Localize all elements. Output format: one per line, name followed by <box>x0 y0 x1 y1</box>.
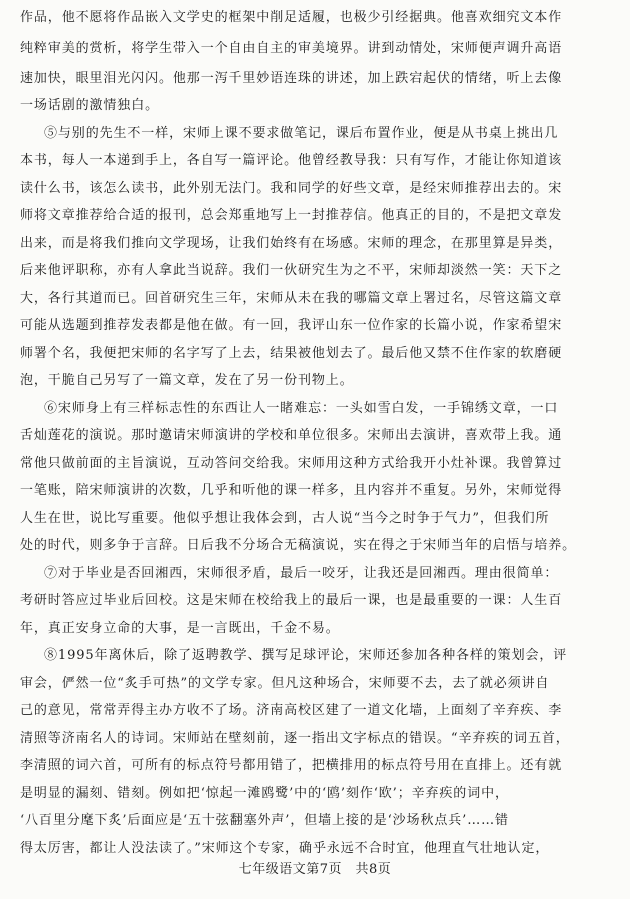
text-line: 常他只做前面的主旨演说，互动答问交给我。宋师用这种方式给我开小灶补课。我曾算过 <box>20 456 563 471</box>
text-line: 人生在世，说比写重要。他似乎想让我体会到，古人说“当今之时争于气力”，但我们所 <box>20 511 550 526</box>
text-line: 是明显的漏刻、错刻。例如把‘惊起一滩鸥鹭’中的‘鸥’刻作‘欧’；辛弃疾的词中， <box>20 786 509 801</box>
text-line: 大，各行其道而已。回首研究生三年，宋师从未在我的哪篇文章上署过名，尽管这篇文章 <box>20 291 563 306</box>
text-line: 处的时代，则多争于言辞。日后我不分场合无稿演说，实在得之于宋师当年的启悟与培养。 <box>20 538 577 553</box>
paragraph-5-first-line: ⑤与别的先生不一样，宋师上课不要求做笔记，课后布置作业，便是从书桌上挑出几 <box>44 126 559 141</box>
text-line: 泡，干脆自己另写了一篇文章，发在了另一份刊物上。 <box>20 373 354 388</box>
text-line: 己的意见，常常弄得主办方收不了场。济南高校区建了一道文化墙，上面刻了辛弃疾、李 <box>20 703 563 718</box>
text-line: 一笔账，陪宋师演讲的次数，几乎和听他的课一样多，且内容并不重复。另外，宋师觉得 <box>20 483 563 498</box>
text-line: 李清照的词六首，可所有的标点符号都用错了，把横排用的标点符号用在直排上。还有就 <box>20 758 563 773</box>
text-line: 作品，他不愿将作品嵌入文学史的框架中削足适履，也极少引经据典。他喜欢细究文本作 <box>20 10 563 25</box>
text-line: 师将文章推荐给合适的报刊，总会郑重地写上一封推荐信。他真正的目的，不是把文章发 <box>20 208 563 223</box>
text-line: 纯粹审美的赏析，将学生带入一个自由自主的审美境界。讲到动情处，宋师便声调升高语 <box>20 41 563 56</box>
text-line: 年，真正安身立命的大事，是一言既出，千金不易。 <box>20 621 340 636</box>
text-line: ‘八百里分麾下炙’后面应是‘五十弦翻塞外声’，但墙上接的是‘沙场秋点兵’……错 <box>20 813 509 828</box>
paragraph-7-first-line: ⑦对于毕业是否回湘西，宋师很矛盾，最后一咬牙，让我还是回湘西。理由很简单： <box>44 566 559 581</box>
text-line: 读什么书，该怎么读书，此外别无法门。我和同学的好些文章，是经宋师推荐出去的。宋 <box>20 181 563 196</box>
text-line: 出来，而是将我们推向文学现场，让我们始终有在场感。宋师的理念，在那里算是异类， <box>20 236 563 251</box>
text-line: 得太厉害，都让人没法读了。”宋师这个专家，确乎永远不合时宜，他理直气壮地认定， <box>20 841 550 856</box>
page-footer: 七年级语文第7页 共8页 <box>238 862 392 877</box>
text-line: 考研时答应过毕业后回校。这是宋师在校给我上的最后一课，也是最重要的一课：人生百 <box>20 593 563 608</box>
text-line: 舌灿莲花的演说。那时邀请宋师演讲的学校和单位很多。宋师出去演讲，喜欢带上我。通 <box>20 428 563 443</box>
text-line: 一场话剧的激情独白。 <box>20 98 160 113</box>
text-line: 速加快，眼里泪光闪闪。他那一泻千里妙语连珠的讲述，加上跌宕起伏的情绪，听上去像 <box>20 71 563 86</box>
text-line: 可能从选题到推荐发表都是他在做。有一回，我评山东一位作家的长篇小说，作家希望宋 <box>20 318 563 333</box>
text-line: 审会，俨然一位“炙手可热”的文学专家。但凡这种场合，宋师要不去，去了就必须讲自 <box>20 676 550 691</box>
text-line: 清照等济南名人的诗词。宋师站在壁刻前，逐一指出文字标点的错误。“辛弃疾的词五首， <box>20 731 570 746</box>
text-line: 后来他评职称，亦有人拿此当说辞。我们一伙研究生为之不平，宋师却淡然一笑：天下之 <box>20 263 563 278</box>
paragraph-8-first-line: ⑧1995年离休后，除了返聘教学、撰写足球评论，宋师还参加各种各样的策划会，评 <box>44 648 568 663</box>
text-line: 师署个名，我便把宋师的名字写了上去，结果被他划去了。最后他又禁不住作家的软磨硬 <box>20 346 563 361</box>
paragraph-6-first-line: ⑥宋师身上有三样标志性的东西让人一睹难忘：一头如雪白发，一手锦绣文章，一口 <box>44 401 559 416</box>
text-line: 本书，每人一本递到手上，各自写一篇评论。他曾经教导我：只有写作，才能让你知道该 <box>20 153 563 168</box>
